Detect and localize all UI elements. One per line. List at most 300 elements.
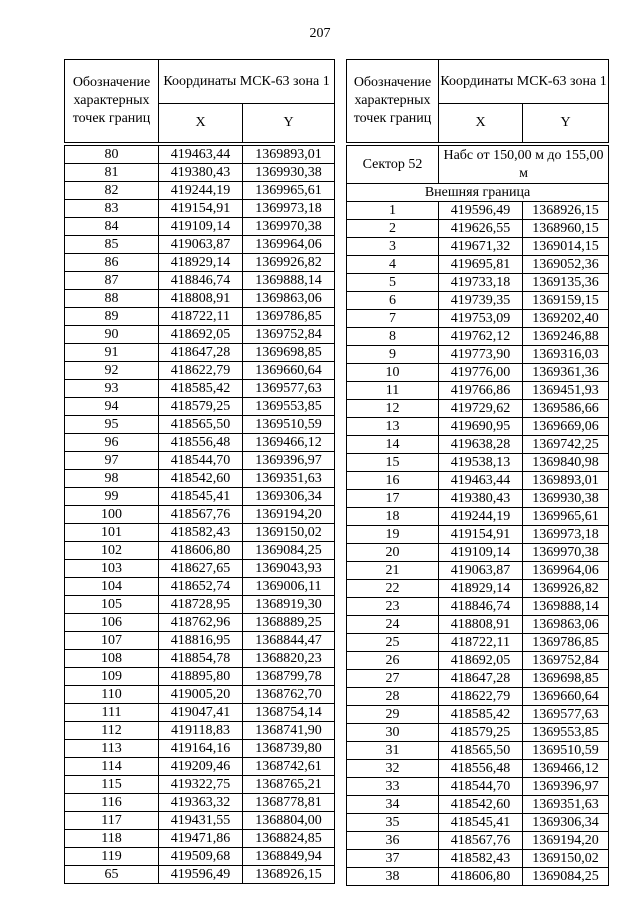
point-number: 2 [347, 220, 439, 238]
table-row [65, 524, 335, 542]
table-row [347, 220, 609, 238]
y-coordinate: 1369930,38 [523, 490, 609, 508]
point-number: 38 [347, 868, 439, 886]
table-row [65, 200, 335, 218]
table-row [65, 362, 335, 380]
table-row [65, 344, 335, 362]
y-coordinate: 1369361,36 [523, 364, 609, 382]
header-coordinates: Координаты МСК-63 зона 1 [439, 60, 609, 104]
table-row [347, 616, 609, 634]
point-number: 106 [65, 614, 159, 632]
table-row [65, 848, 335, 866]
x-coordinate: 419380,43 [159, 164, 243, 182]
y-coordinate: 1368824,85 [243, 830, 335, 848]
point-number: 25 [347, 634, 439, 652]
y-coordinate: 1369752,84 [243, 326, 335, 344]
table-row [65, 758, 335, 776]
table-row [347, 256, 609, 274]
x-coordinate: 418582,43 [159, 524, 243, 542]
x-coordinate: 418545,41 [159, 488, 243, 506]
table-row [347, 202, 609, 220]
x-coordinate: 418722,11 [159, 308, 243, 326]
table-row [347, 364, 609, 382]
y-coordinate: 1369135,36 [523, 274, 609, 292]
y-coordinate: 1369742,25 [523, 436, 609, 454]
table-row [65, 722, 335, 740]
point-number: 14 [347, 436, 439, 454]
x-coordinate: 419380,43 [439, 490, 523, 508]
x-coordinate: 419596,49 [159, 866, 243, 884]
y-coordinate: 1368919,30 [243, 596, 335, 614]
x-coordinate: 418808,91 [439, 616, 523, 634]
table-row [347, 634, 609, 652]
x-coordinate: 419753,09 [439, 310, 523, 328]
y-coordinate: 1368820,23 [243, 650, 335, 668]
x-coordinate: 418895,80 [159, 668, 243, 686]
table-row [347, 580, 609, 598]
point-number: 8 [347, 328, 439, 346]
y-coordinate: 1368741,90 [243, 722, 335, 740]
y-coordinate: 1369306,34 [523, 814, 609, 832]
table-row [347, 778, 609, 796]
table-row [347, 598, 609, 616]
point-number: 83 [65, 200, 159, 218]
sector-name: Сектор 52 [347, 146, 439, 184]
point-number: 5 [347, 274, 439, 292]
table-row [347, 526, 609, 544]
y-coordinate: 1369586,66 [523, 400, 609, 418]
point-number: 7 [347, 310, 439, 328]
point-number: 20 [347, 544, 439, 562]
table-row [65, 236, 335, 254]
x-coordinate: 419762,12 [439, 328, 523, 346]
table-row [347, 292, 609, 310]
header-x: X [159, 104, 243, 143]
x-coordinate: 418647,28 [159, 344, 243, 362]
table-row [65, 614, 335, 632]
y-coordinate: 1369351,63 [243, 470, 335, 488]
table-row [347, 724, 609, 742]
table-row [347, 688, 609, 706]
point-number: 96 [65, 434, 159, 452]
y-coordinate: 1369006,11 [243, 578, 335, 596]
y-coordinate: 1369316,03 [523, 346, 609, 364]
table-row [65, 416, 335, 434]
table-row [65, 776, 335, 794]
table-left-body [65, 60, 335, 884]
x-coordinate: 418929,14 [439, 580, 523, 598]
point-number: 1 [347, 202, 439, 220]
y-coordinate: 1368926,15 [523, 202, 609, 220]
table-row [347, 400, 609, 418]
y-coordinate: 1368778,81 [243, 794, 335, 812]
y-coordinate: 1369926,82 [243, 254, 335, 272]
y-coordinate: 1369194,20 [243, 506, 335, 524]
point-number: 87 [65, 272, 159, 290]
y-coordinate: 1368754,14 [243, 704, 335, 722]
point-number: 85 [65, 236, 159, 254]
y-coordinate: 1369660,64 [523, 688, 609, 706]
table-row [347, 706, 609, 724]
point-number: 65 [65, 866, 159, 884]
point-number: 34 [347, 796, 439, 814]
table-row [347, 472, 609, 490]
y-coordinate: 1368739,80 [243, 740, 335, 758]
x-coordinate: 418854,78 [159, 650, 243, 668]
point-number: 109 [65, 668, 159, 686]
x-coordinate: 419739,35 [439, 292, 523, 310]
x-coordinate: 418728,95 [159, 596, 243, 614]
point-number: 94 [65, 398, 159, 416]
y-coordinate: 1369084,25 [523, 868, 609, 886]
y-coordinate: 1368742,61 [243, 758, 335, 776]
table-row [347, 742, 609, 760]
table-row [65, 650, 335, 668]
x-coordinate: 418545,41 [439, 814, 523, 832]
table-row [65, 326, 335, 344]
x-coordinate: 419509,68 [159, 848, 243, 866]
x-coordinate: 419596,49 [439, 202, 523, 220]
y-coordinate: 1369926,82 [523, 580, 609, 598]
x-coordinate: 419109,14 [439, 544, 523, 562]
x-coordinate: 418606,80 [439, 868, 523, 886]
y-coordinate: 1369466,12 [243, 434, 335, 452]
point-number: 16 [347, 472, 439, 490]
y-coordinate: 1368849,94 [243, 848, 335, 866]
point-number: 3 [347, 238, 439, 256]
table-row [347, 850, 609, 868]
table-row [65, 668, 335, 686]
table-row [347, 544, 609, 562]
y-coordinate: 1369351,63 [523, 796, 609, 814]
y-coordinate: 1369965,61 [243, 182, 335, 200]
x-coordinate: 418567,76 [159, 506, 243, 524]
point-number: 37 [347, 850, 439, 868]
y-coordinate: 1369510,59 [523, 742, 609, 760]
y-coordinate: 1369466,12 [523, 760, 609, 778]
y-coordinate: 1369194,20 [523, 832, 609, 850]
header-y: Y [523, 104, 609, 143]
x-coordinate: 418622,79 [439, 688, 523, 706]
x-coordinate: 419244,19 [159, 182, 243, 200]
x-coordinate: 418692,05 [439, 652, 523, 670]
table-row [347, 832, 609, 850]
header-designation: Обозначение характерных точек границ [65, 60, 159, 143]
point-number: 12 [347, 400, 439, 418]
table-row [65, 218, 335, 236]
x-coordinate: 418762,96 [159, 614, 243, 632]
x-coordinate: 418585,42 [159, 380, 243, 398]
point-number: 112 [65, 722, 159, 740]
point-number: 36 [347, 832, 439, 850]
point-number: 4 [347, 256, 439, 274]
point-number: 17 [347, 490, 439, 508]
table-row [347, 796, 609, 814]
point-number: 13 [347, 418, 439, 436]
table-row [347, 490, 609, 508]
point-number: 103 [65, 560, 159, 578]
table-row [347, 310, 609, 328]
point-number: 108 [65, 650, 159, 668]
table-row [347, 274, 609, 292]
table-row [347, 562, 609, 580]
coordinates-table-left [64, 59, 335, 884]
y-coordinate: 1369150,02 [523, 850, 609, 868]
point-number: 32 [347, 760, 439, 778]
point-number: 81 [65, 164, 159, 182]
x-coordinate: 418622,79 [159, 362, 243, 380]
x-coordinate: 419005,20 [159, 686, 243, 704]
x-coordinate: 418544,70 [439, 778, 523, 796]
point-number: 93 [65, 380, 159, 398]
x-coordinate: 419729,62 [439, 400, 523, 418]
header-coordinates: Координаты МСК-63 зона 1 [159, 60, 335, 104]
table-row [347, 670, 609, 688]
x-coordinate: 418579,25 [159, 398, 243, 416]
point-number: 15 [347, 454, 439, 472]
table-row [65, 488, 335, 506]
point-number: 18 [347, 508, 439, 526]
y-coordinate: 1369965,61 [523, 508, 609, 526]
table-row [347, 868, 609, 886]
point-number: 114 [65, 758, 159, 776]
y-coordinate: 1369014,15 [523, 238, 609, 256]
x-coordinate: 418556,48 [159, 434, 243, 452]
table-row [65, 830, 335, 848]
y-coordinate: 1369084,25 [243, 542, 335, 560]
y-coordinate: 1369553,85 [523, 724, 609, 742]
table-row [65, 794, 335, 812]
y-coordinate: 1369786,85 [243, 308, 335, 326]
y-coordinate: 1369964,06 [243, 236, 335, 254]
x-coordinate: 418808,91 [159, 290, 243, 308]
x-coordinate: 418542,60 [159, 470, 243, 488]
page-number: 207 [309, 26, 331, 41]
x-coordinate: 419733,18 [439, 274, 523, 292]
x-coordinate: 418544,70 [159, 452, 243, 470]
point-number: 101 [65, 524, 159, 542]
point-number: 84 [65, 218, 159, 236]
x-coordinate: 419690,95 [439, 418, 523, 436]
x-coordinate: 419322,75 [159, 776, 243, 794]
point-number: 95 [65, 416, 159, 434]
table-row [65, 182, 335, 200]
point-number: 23 [347, 598, 439, 616]
point-number: 6 [347, 292, 439, 310]
table-row [65, 812, 335, 830]
x-coordinate: 418929,14 [159, 254, 243, 272]
point-number: 92 [65, 362, 159, 380]
x-coordinate: 419154,91 [159, 200, 243, 218]
point-number: 24 [347, 616, 439, 634]
point-number: 116 [65, 794, 159, 812]
header-x: X [439, 104, 523, 143]
sector-height: Набс от 150,00 м до 155,00 м [439, 146, 609, 184]
y-coordinate: 1369970,38 [523, 544, 609, 562]
y-coordinate: 1369669,06 [523, 418, 609, 436]
x-coordinate: 418692,05 [159, 326, 243, 344]
point-number: 88 [65, 290, 159, 308]
y-coordinate: 1369888,14 [243, 272, 335, 290]
table-row [65, 740, 335, 758]
point-number: 11 [347, 382, 439, 400]
header-designation: Обозначение характерных точек границ [347, 60, 439, 143]
x-coordinate: 419626,55 [439, 220, 523, 238]
point-number: 118 [65, 830, 159, 848]
table-row [65, 686, 335, 704]
x-coordinate: 419463,44 [439, 472, 523, 490]
table-row [347, 436, 609, 454]
x-coordinate: 419063,87 [159, 236, 243, 254]
table-row [347, 814, 609, 832]
coordinates-table-right [346, 59, 609, 886]
x-coordinate: 418606,80 [159, 542, 243, 560]
table-row [65, 254, 335, 272]
x-coordinate: 418585,42 [439, 706, 523, 724]
y-coordinate: 1369202,40 [523, 310, 609, 328]
y-coordinate: 1369893,01 [243, 146, 335, 164]
table-row [347, 760, 609, 778]
x-coordinate: 418652,74 [159, 578, 243, 596]
y-coordinate: 1368889,25 [243, 614, 335, 632]
y-coordinate: 1369510,59 [243, 416, 335, 434]
table-row [347, 508, 609, 526]
y-coordinate: 1369698,85 [243, 344, 335, 362]
x-coordinate: 418565,50 [159, 416, 243, 434]
table-row [65, 632, 335, 650]
point-number: 80 [65, 146, 159, 164]
outer-boundary-label: Внешняя граница [347, 184, 609, 202]
y-coordinate: 1369973,18 [523, 526, 609, 544]
y-coordinate: 1368762,70 [243, 686, 335, 704]
y-coordinate: 1369893,01 [523, 472, 609, 490]
point-number: 98 [65, 470, 159, 488]
table-row [65, 452, 335, 470]
table-row [65, 434, 335, 452]
x-coordinate: 419776,00 [439, 364, 523, 382]
y-coordinate: 1369553,85 [243, 398, 335, 416]
y-coordinate: 1369973,18 [243, 200, 335, 218]
y-coordinate: 1368804,00 [243, 812, 335, 830]
table-row [347, 382, 609, 400]
point-number: 111 [65, 704, 159, 722]
point-number: 107 [65, 632, 159, 650]
point-number: 27 [347, 670, 439, 688]
y-coordinate: 1369451,93 [523, 382, 609, 400]
y-coordinate: 1369660,64 [243, 362, 335, 380]
x-coordinate: 419463,44 [159, 146, 243, 164]
point-number: 28 [347, 688, 439, 706]
point-number: 82 [65, 182, 159, 200]
point-number: 115 [65, 776, 159, 794]
x-coordinate: 419063,87 [439, 562, 523, 580]
y-coordinate: 1368844,47 [243, 632, 335, 650]
x-coordinate: 419766,86 [439, 382, 523, 400]
y-coordinate: 1368926,15 [243, 866, 335, 884]
point-number: 26 [347, 652, 439, 670]
point-number: 9 [347, 346, 439, 364]
table-row [65, 560, 335, 578]
y-coordinate: 1369052,36 [523, 256, 609, 274]
point-number: 119 [65, 848, 159, 866]
y-coordinate: 1369396,97 [523, 778, 609, 796]
table-row [65, 578, 335, 596]
x-coordinate: 419538,13 [439, 454, 523, 472]
y-coordinate: 1369159,15 [523, 292, 609, 310]
x-coordinate: 419773,90 [439, 346, 523, 364]
x-coordinate: 419118,83 [159, 722, 243, 740]
x-coordinate: 418582,43 [439, 850, 523, 868]
point-number: 86 [65, 254, 159, 272]
x-coordinate: 419638,28 [439, 436, 523, 454]
x-coordinate: 419244,19 [439, 508, 523, 526]
y-coordinate: 1369306,34 [243, 488, 335, 506]
point-number: 22 [347, 580, 439, 598]
y-coordinate: 1369863,06 [243, 290, 335, 308]
point-number: 31 [347, 742, 439, 760]
point-number: 97 [65, 452, 159, 470]
point-number: 29 [347, 706, 439, 724]
point-number: 89 [65, 308, 159, 326]
point-number: 90 [65, 326, 159, 344]
point-number: 110 [65, 686, 159, 704]
table-row [65, 380, 335, 398]
y-coordinate: 1369970,38 [243, 218, 335, 236]
y-coordinate: 1369888,14 [523, 598, 609, 616]
header-y: Y [243, 104, 335, 143]
point-number: 21 [347, 562, 439, 580]
x-coordinate: 418647,28 [439, 670, 523, 688]
x-coordinate: 418579,25 [439, 724, 523, 742]
y-coordinate: 1369863,06 [523, 616, 609, 634]
table-row [347, 652, 609, 670]
y-coordinate: 1368799,78 [243, 668, 335, 686]
x-coordinate: 419154,91 [439, 526, 523, 544]
table-row [65, 470, 335, 488]
table-row [347, 328, 609, 346]
x-coordinate: 418567,76 [439, 832, 523, 850]
y-coordinate: 1369698,85 [523, 670, 609, 688]
x-coordinate: 419431,55 [159, 812, 243, 830]
x-coordinate: 418816,95 [159, 632, 243, 650]
x-coordinate: 419164,16 [159, 740, 243, 758]
point-number: 117 [65, 812, 159, 830]
table-row [65, 164, 335, 182]
y-coordinate: 1368960,15 [523, 220, 609, 238]
table-row [65, 398, 335, 416]
x-coordinate: 419047,41 [159, 704, 243, 722]
y-coordinate: 1369043,93 [243, 560, 335, 578]
point-number: 35 [347, 814, 439, 832]
x-coordinate: 419471,86 [159, 830, 243, 848]
point-number: 105 [65, 596, 159, 614]
x-coordinate: 419363,32 [159, 794, 243, 812]
x-coordinate: 419209,46 [159, 758, 243, 776]
table-row [347, 238, 609, 256]
y-coordinate: 1369577,63 [523, 706, 609, 724]
x-coordinate: 418627,65 [159, 560, 243, 578]
table-row [65, 308, 335, 326]
y-coordinate: 1369786,85 [523, 634, 609, 652]
x-coordinate: 418542,60 [439, 796, 523, 814]
x-coordinate: 419109,14 [159, 218, 243, 236]
x-coordinate: 418846,74 [439, 598, 523, 616]
table-row [65, 596, 335, 614]
table-row [65, 866, 335, 884]
point-number: 33 [347, 778, 439, 796]
x-coordinate: 418565,50 [439, 742, 523, 760]
table-row [347, 346, 609, 364]
